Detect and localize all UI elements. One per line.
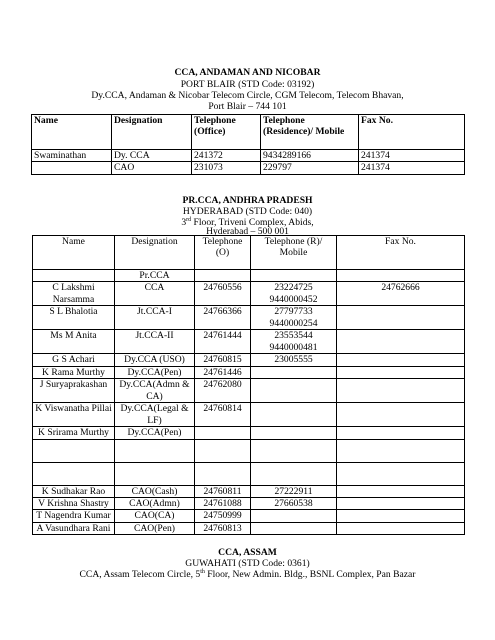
floor-superscript: rd: [186, 216, 192, 223]
table-cell: 24760813: [195, 522, 251, 534]
table-cell: 24760814: [195, 403, 251, 427]
table-cell: 27660538: [251, 498, 337, 510]
table-cell: 24761088: [195, 498, 251, 510]
table-cell: [251, 366, 337, 378]
address-text: Floor, New Admin. Bldg., BSNL Complex, Pan Bazar: [204, 569, 416, 580]
table-cell: 24760556: [195, 282, 251, 306]
table-cell: [195, 270, 251, 282]
table-cell: 24761444: [195, 330, 251, 354]
table-cell: CCA: [115, 282, 195, 306]
table-cell: [33, 270, 115, 282]
column-header: Telephone (R)/ Mobile: [251, 236, 337, 270]
table-cell: T Nagendra Kumar: [33, 510, 115, 522]
table-cell: [251, 403, 337, 427]
table-row: [33, 510, 465, 522]
andaman-title: CCA, ANDAMAN AND NICOBAR: [174, 67, 321, 78]
assam-city: GUWAHATI (STD Code: 0361): [185, 558, 310, 569]
table-cell: [337, 462, 465, 485]
table-cell: [195, 427, 251, 439]
table-cell: G S Achari: [33, 354, 115, 366]
table-cell: 241374: [359, 150, 465, 162]
table-cell: Dy. CCA: [112, 150, 192, 162]
table-cell: [115, 439, 195, 462]
table-cell: Dy.CCA(Admn & CA): [115, 379, 195, 403]
table-header-row: [33, 236, 465, 270]
table-row: [33, 270, 465, 282]
table-cell: 24760811: [195, 485, 251, 497]
column-header: Designation: [115, 236, 195, 270]
andhra-title: PR.CCA, ANDHRA PRADESH: [182, 195, 313, 206]
table-cell: A Vasundhara Rani: [33, 522, 115, 534]
table-cell: Ms M Anita: [33, 330, 115, 354]
address-text: Floor, Triveni Complex, Abids,: [191, 217, 314, 228]
table-cell: 231073: [192, 162, 261, 174]
table-cell: CAO(CA): [115, 510, 195, 522]
table-cell: [251, 522, 337, 534]
andaman-contacts-table: [31, 114, 465, 175]
table-row: [33, 354, 465, 366]
table-cell: [337, 354, 465, 366]
column-header: Telephone (Residence)/ Mobile: [261, 115, 359, 150]
table-cell: Dy.CCA(Legal & LF): [115, 403, 195, 427]
assam-address: [0, 569, 495, 581]
table-row: [33, 462, 465, 485]
table-cell: 24762080: [195, 379, 251, 403]
table-row: [33, 439, 465, 462]
table-cell: [337, 427, 465, 439]
table-cell: CAO: [112, 162, 192, 174]
table-cell: 241374: [359, 162, 465, 174]
table-cell: 23224725 9440000452: [251, 282, 337, 306]
table-cell: [251, 510, 337, 522]
floor-number: 3: [181, 217, 187, 228]
table-row: [33, 498, 465, 510]
table-cell: 24750999: [195, 510, 251, 522]
table-cell: [337, 485, 465, 497]
assam-title: CCA, ASSAM: [218, 547, 277, 558]
table-cell: K Sudhakar Rao: [33, 485, 115, 497]
table-cell: [195, 462, 251, 485]
table-cell: K Srirama Murthy: [33, 427, 115, 439]
table-cell: [251, 379, 337, 403]
column-header: Telephone (Office): [192, 115, 261, 150]
table-cell: [337, 522, 465, 534]
table-cell: K Rama Murthy: [33, 366, 115, 378]
table-header-row: [32, 115, 465, 150]
table-cell: 24762666: [337, 282, 465, 306]
table-row: [32, 162, 465, 174]
table-cell: 24766366: [195, 306, 251, 330]
table-row: [33, 282, 465, 306]
table-row: [33, 330, 465, 354]
table-cell: [337, 366, 465, 378]
table-cell: 9434289166: [261, 150, 359, 162]
table-cell: [195, 439, 251, 462]
table-cell: CAO(Admn): [115, 498, 195, 510]
table-row: [33, 522, 465, 534]
table-cell: 24760815: [195, 354, 251, 366]
floor-superscript: th: [200, 568, 205, 575]
table-row: [33, 306, 465, 330]
table-row: [33, 366, 465, 378]
table-row: [32, 150, 465, 162]
andaman-address-line2: Port Blair – 744 101: [208, 101, 287, 112]
column-header: Name: [33, 236, 115, 270]
andhra-address-line2: Hyderabad – 500 001: [206, 226, 289, 237]
table-cell: 27797733 9440000254: [251, 306, 337, 330]
column-header: Designation: [112, 115, 192, 150]
table-row: [33, 485, 465, 497]
andaman-address-line1: Dy.CCA, Andaman & Nicobar Telecom Circle, CGM Telecom, Telecom Bhavan,: [91, 90, 404, 101]
table-cell: 241372: [192, 150, 261, 162]
table-cell: [337, 510, 465, 522]
table-cell: [32, 162, 112, 174]
table-cell: V Krishna Shastry: [33, 498, 115, 510]
table-cell: CAO(Pen): [115, 522, 195, 534]
table-cell: Swaminathan: [32, 150, 112, 162]
table-cell: 23553544 9440000481: [251, 330, 337, 354]
column-header: Telephone (O): [195, 236, 251, 270]
table-cell: J Suryaprakashan: [33, 379, 115, 403]
table-cell: [33, 462, 115, 485]
table-cell: [251, 427, 337, 439]
table-cell: [337, 330, 465, 354]
table-cell: [115, 462, 195, 485]
andhra-contacts-table: [32, 235, 465, 535]
table-row: [33, 403, 465, 427]
table-cell: Dy.CCA (USO): [115, 354, 195, 366]
table-cell: [337, 306, 465, 330]
table-cell: [337, 379, 465, 403]
table-cell: [33, 439, 115, 462]
table-cell: [337, 403, 465, 427]
table-cell: 229797: [261, 162, 359, 174]
table-cell: 27222911: [251, 485, 337, 497]
table-cell: K Viswanatha Pillai: [33, 403, 115, 427]
table-row: [33, 427, 465, 439]
column-header: Fax No.: [337, 236, 465, 270]
andaman-city: PORT BLAIR (STD Code: 03192): [180, 79, 315, 90]
andhra-city: HYDERABAD (STD Code: 040): [182, 206, 313, 217]
table-cell: Dy.CCA(Pen): [115, 366, 195, 378]
column-header: Name: [32, 115, 112, 150]
table-cell: Pr.CCA: [115, 270, 195, 282]
table-cell: S L Bhalotia: [33, 306, 115, 330]
table-cell: [337, 270, 465, 282]
table-cell: [251, 439, 337, 462]
address-text: CCA, Assam Telecom Circle, 5: [79, 569, 201, 580]
table-cell: Jt.CCA-II: [115, 330, 195, 354]
table-cell: CAO(Cash): [115, 485, 195, 497]
table-cell: [337, 498, 465, 510]
table-cell: 24761446: [195, 366, 251, 378]
table-cell: [337, 439, 465, 462]
table-cell: C Lakshmi Narsamma: [33, 282, 115, 306]
column-header: Fax No.: [359, 115, 465, 150]
table-cell: [251, 270, 337, 282]
table-cell: [251, 462, 337, 485]
table-cell: Jt.CCA-I: [115, 306, 195, 330]
table-row: [33, 379, 465, 403]
table-cell: 23005555: [251, 354, 337, 366]
table-cell: Dy.CCA(Pen): [115, 427, 195, 439]
